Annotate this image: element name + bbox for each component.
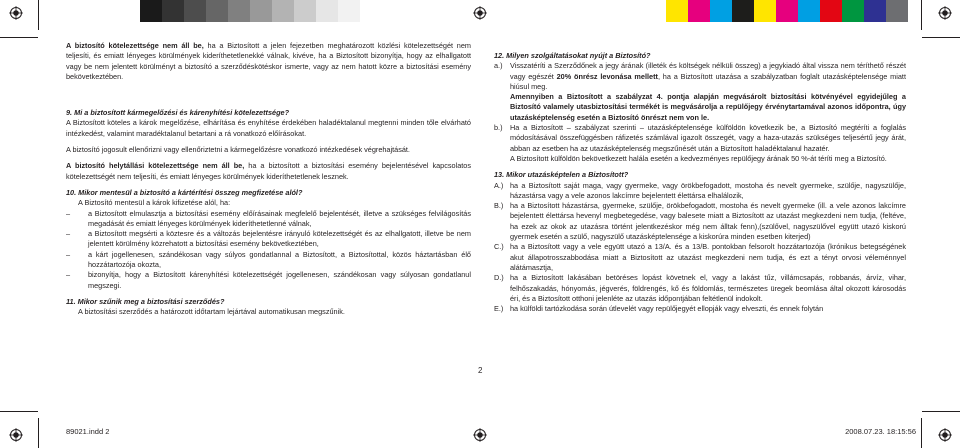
color-swatch <box>732 0 754 22</box>
item-label: D.) <box>494 273 504 283</box>
crop-mark <box>921 418 922 448</box>
heading-13: 13. Mikor utazásképtelen a Biztosított? <box>494 170 629 180</box>
service-item-b: b.) Ha a Biztosított – szabályzat szerinti – utazásképtelensége külföldön következik be, a Biztosító megtéríti a foglalás módosításával összefüggésben ráfizetés számlával igazolt összegét, vagy a haza-utazás szükséges teljesértű jegy árát, abban az esetben ha az utazásképtelenség megszűnését után a Biztosított haladéktalanul hazatér. <box>494 123 906 153</box>
color-swatch <box>666 0 688 22</box>
item-label: E.) <box>494 304 504 314</box>
paragraph-10a: A biztosító helytállási kötelezettsége nem áll be, ha a biztosított a biztosítási esemény bejelentésével kapcsolatos kötelezettségét nem teljesíti, és emiatt lényeges körülmények kideríthetetlenek lesznek. <box>66 161 472 181</box>
service-item-a: a.) Visszatéríti a Szerződőnek a jegy árának (illeték és költségek nélküli összeg) a jegykiadó által vissza nem téríthető részét vagy egészét 20% önrész levonása mellett, ha a Biztosított utazása a szabályzatban foglalt utazásképtelensége miatt hiúsul meg. Amennyiben a Biztosított a szabályzat 4. pontja alapján megvásárolt biztosítási kötvényével egyidejűleg a Biztosító valamely utasbiztosítási termékét is megvásárolja a repülőjegy érvénytartamával azonos időpontra, úgy utazásképtelenség esetén a Biztosító önrészt nem von le. <box>494 61 906 122</box>
incapacity-item <box>494 273 906 304</box>
color-swatch <box>206 0 228 22</box>
color-swatch <box>798 0 820 22</box>
list-item-text: bizonyítja, hogy a Biztosított kárenyhítési kötelezettségét jogellenesen, szándékosan vagy súlyosan gondatlanul megszegi. <box>88 270 471 290</box>
paragraph-9: A Biztosított köteles a károk megelőzése, elhárítása és enyhítése érdekében haladéktalanul megtenni minden tőle elvárható intézkedést, valamint maradéktalanul betartani a rá vonatkozó előírásokat. <box>66 118 471 138</box>
incapacity-item <box>494 304 906 314</box>
color-swatch <box>754 0 776 22</box>
item-text: ha a Biztosított vagy a vele együtt utazó a 13/A. és a 13/B. pontokban felsorolt hozzátartozója (krónikus betegségének akut állapotrosszabbodása miatt a Biztosított az utazást megkezdeni nem tudja, és ezt a tényt orvosi véleménnyel alátámasztja, <box>510 242 906 272</box>
item-text: ha a Biztosított saját maga, vagy gyermeke, vagy örökbefogadott, mostoha és nevelt gyermeke, szülője, nagyszülője, házastársa vagy a vele azonos lakcímre bejelentett élettársa elhalálozik, <box>510 180 906 200</box>
list-item-text: a kárt jogellenesen, szándékosan vagy súlyos gondatlannal a Biztosított, a Biztosítottal, közös háztartásban élő hozzátartozója okozta, <box>88 249 471 270</box>
color-swatch <box>338 0 360 22</box>
incapacity-item <box>494 181 906 202</box>
color-swatch <box>162 0 184 22</box>
incapacity-item <box>494 242 906 273</box>
color-swatch <box>228 0 250 22</box>
color-swatch <box>250 0 272 22</box>
registration-mark-icon <box>9 428 23 442</box>
color-swatch <box>140 0 162 22</box>
paragraph-9b: A biztosító jogosult ellenőrizni vagy ellenőriztetni a kármegelőzésre vonatkozó intézkedések végrehajtását. <box>66 145 410 155</box>
color-swatch <box>710 0 732 22</box>
item-text: ha külföldi tartózkodása során útlevelét vagy repülőjegyét ellopják vagy elveszti, és ennek folytán <box>510 304 824 314</box>
crop-mark <box>922 411 960 412</box>
paragraph-death-refund: A Biztosított külföldön bekövetkezett halála esetén a kedvezményes repülőjegy árának 50 %-át téríti meg a Biztosító. <box>510 153 887 163</box>
item-label: C.) <box>494 242 504 252</box>
color-swatch <box>688 0 710 22</box>
slug-file-name: 89021.indd 2 <box>66 427 110 436</box>
heading-9: 9. Mi a biztosított kármegelőzési és kárenyhítési kötelezettsége? <box>66 108 290 118</box>
heading-12: 12. Milyen szolgáltatásokat nyújt a Biztosító? <box>494 51 651 60</box>
crop-mark <box>0 37 38 38</box>
list-dash: – <box>66 249 71 259</box>
paragraph-10-intro: A Biztosító mentesül a károk kifizetése alól, ha: <box>78 198 231 208</box>
incapacity-list <box>494 181 906 315</box>
list-item-text: a Biztosított elmulasztja a biztosítási esemény előírásainak megfelelő bejelentését, illetve a szükséges felvilágosítás megadását és emiatt lényeges körülmények kideríthetetlenné válnak, <box>88 208 471 228</box>
exemption-list <box>66 209 471 291</box>
registration-mark-icon <box>9 6 23 20</box>
color-swatch <box>776 0 798 22</box>
item-label: B.) <box>494 201 504 211</box>
heading-11: 11. Mikor szűnik meg a biztosítási szerződés? <box>66 296 225 306</box>
exemption-list-item <box>66 229 471 250</box>
crop-mark <box>922 37 960 38</box>
list-dash: – <box>66 270 71 280</box>
page-number: 2 <box>478 366 483 375</box>
crop-mark <box>38 0 39 30</box>
paragraph-insurer-obligation: A biztosító kötelezettsége nem áll be, ha a Biztosított a jelen fejezetben meghatározott közlési kötelezettségét nem teljesíti, és emiatt lényeges körülmények kideríthetetlenekké válnak, kivéve, ha a Biztosított bizonyítja, hogy az elhallgatott vagy be nem jelentett körülményt a biztosító a szerződéskötéskor ismerte, vagy az nem hatott közre a biztosítási esemény bekövetkeztében. <box>66 41 471 81</box>
item-label: A.) <box>494 180 504 190</box>
color-swatch <box>184 0 206 22</box>
color-swatch <box>864 0 886 22</box>
list-dash: – <box>66 208 71 218</box>
exemption-list-item <box>66 270 471 291</box>
registration-mark-icon <box>473 428 487 442</box>
color-swatch <box>294 0 316 22</box>
paragraph-11: A biztosítási szerződés a határozott időtartam lejártával automatikusan megszűnik. <box>78 307 345 317</box>
item-text: ha a Biztosított házastársa, gyermeke, szülője, örökbefogadott, mostoha és nevelt gyermeke (ill. a vele azonos lakcímre bejelentett élettársa hevenyl megbetegedése, vagy balesete miatt a Biztosított az utazást megkezdeni nem tudja, (feltéve, ha ezek az okok az utazásra történt jelentkezéskor még nem álltak fenn),(szülővel, nagyszülővel együtt utazó kiskorú gyermek esetén a szülő, nagyszülő utazásképtelensége a kiskorúra minden esetben kiterjed) <box>510 201 906 242</box>
incapacity-item <box>494 201 906 242</box>
list-item-text: a Biztosított megsérti a köztesre és a változás bejelentésre irányuló kötelezettségét és az elhallgatott, illetve be nem jelentett körülmény közrehatott a biztosítási esemény bekövetkeztében, <box>88 229 471 249</box>
crop-mark <box>38 418 39 448</box>
registration-mark-icon <box>938 428 952 442</box>
crop-mark <box>0 411 38 412</box>
list-dash: – <box>66 229 71 239</box>
exemption-list-item <box>66 209 471 230</box>
color-swatch <box>272 0 294 22</box>
color-swatch <box>842 0 864 22</box>
color-swatch <box>316 0 338 22</box>
crop-mark <box>921 0 922 30</box>
registration-mark-icon <box>473 6 487 20</box>
heading-10: 10. Mikor mentesül a biztosító a kártérítési összeg megfizetése alól? <box>66 187 303 197</box>
color-swatch <box>820 0 842 22</box>
color-swatch <box>886 0 908 22</box>
slug-timestamp: 2008.07.23. 18:15:56 <box>845 427 916 436</box>
exemption-list-item <box>66 250 471 271</box>
registration-mark-icon <box>938 6 952 20</box>
right-column <box>494 51 906 314</box>
item-text: ha a Biztosított lakásában betöréses lopást követnek el, vagy a lakást tűz, villámcsapás, robbanás, árvíz, vihar, felhőszakadás, hónyomás, jégverés, földrengés, kő és földomlás, természetes üregek beomlása által okozott károsodás éri, és a Biztosított otthoni jelenléte az utazás időpontjában feltétlenül indokolt. <box>510 273 906 303</box>
left-column <box>66 41 471 318</box>
